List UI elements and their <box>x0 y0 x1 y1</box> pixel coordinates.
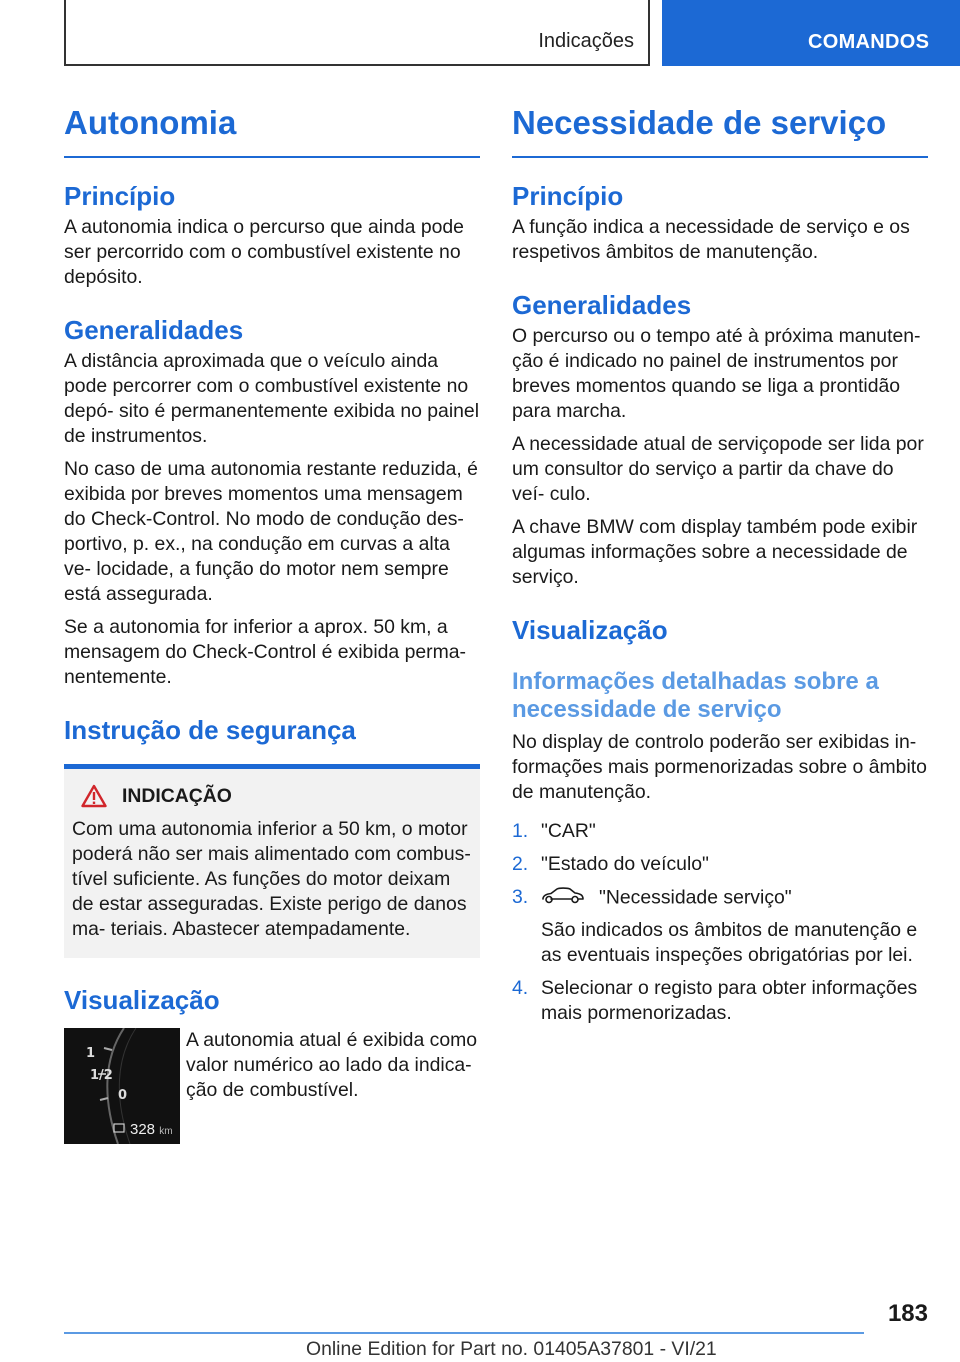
step-text: Selecionar o registo para obter informações mais pormenorizadas. <box>541 977 918 1024</box>
generalidades-paragraph-2: No caso de uma autonomia restante reduzida, é exibida por breves momentos uma mensagem do Check-Control. No modo de condução des- portivo, p. ex., na condução em curvas a alta ve- locidade, a função do motor nem sempre está assegurada. <box>64 458 478 605</box>
generalidades-heading: Generalidades <box>64 315 244 345</box>
footer-divider <box>64 1332 864 1334</box>
range-unit: km <box>159 1126 173 1137</box>
autonomia-title: Autonomia <box>64 100 480 158</box>
gauge-label-full: 1 <box>86 1046 96 1061</box>
servico-detalhes-subheading: Informações detalhadas sobre a necessidade de serviço <box>512 668 879 723</box>
header-chapter-label: COMANDOS <box>808 31 930 53</box>
range-number: 328 <box>130 1121 156 1138</box>
servico-visualizacao-heading: Visualização <box>512 615 668 645</box>
warning-box <box>64 764 480 958</box>
list-item <box>512 976 928 1026</box>
servico-principio-heading: Princípio <box>512 181 624 211</box>
step-number: 3. <box>512 886 529 908</box>
car-icon <box>541 885 585 912</box>
servico-generalidades-heading: Generalidades <box>512 290 692 320</box>
warning-text: Com uma autonomia inferior a 50 km, o motor poderá não ser mais alimentado com combus- tível suficiente. As funções do motor deixam de estar asseguradas. Existe perigo de danos ma- teriais. Abastecer atempadamente. <box>72 818 471 940</box>
gauge-label-half: 1/2 <box>90 1068 113 1083</box>
list-item <box>512 885 928 968</box>
generalidades-paragraph-3: Se a autonomia for inferior a aprox. 50 km, a mensagem do Check-Control é exibida perma- nentemente. <box>64 616 467 688</box>
step-number: 2. <box>512 853 529 875</box>
footer-edition: Online Edition for Part no. 01405A37801 - VI/21 <box>306 1338 717 1360</box>
list-item <box>512 819 928 844</box>
fuel-gauge-image <box>64 1028 180 1144</box>
right-column <box>512 100 928 1026</box>
warning-title-row <box>72 783 472 809</box>
step-body <box>541 885 928 968</box>
list-item <box>512 852 928 877</box>
steps-list <box>512 819 928 1026</box>
principio-heading: Princípio <box>64 181 176 211</box>
visualizacao-heading: Visualização <box>64 985 220 1015</box>
servico-generalidades-paragraph-2: A necessidade atual de serviçopode ser lida por um consultor do serviço a partir da chave do veí- culo. <box>512 433 924 505</box>
warning-triangle-icon <box>74 784 114 808</box>
visualizacao-media <box>64 1028 480 1144</box>
principio-text: A autonomia indica o percurso que ainda pode ser percorrido com o combustível existente no depósito. <box>64 216 464 288</box>
step-text: "Estado do veículo" <box>541 853 709 875</box>
seguranca-heading: Instrução de segurança <box>64 715 356 745</box>
warning-title: INDICAÇÃO <box>122 785 232 807</box>
header-section-label: Indicações <box>538 30 634 52</box>
servico-title: Necessidade de serviço <box>512 100 928 158</box>
step-number: 1. <box>512 820 529 842</box>
generalidades-paragraph-1: A distância aproximada que o veículo ainda pode percorrer com o combustível existente no depó- sito é permanentemente exibida no painel de instrumentos. <box>64 350 480 447</box>
page-number: 183 <box>887 1300 928 1327</box>
servico-generalidades-paragraph-3: A chave BMW com display também pode exibir algumas informações sobre a necessidade de serviço. <box>512 516 918 588</box>
header-chapter-tab <box>662 0 960 66</box>
servico-visualizacao-text: No display de controlo poderão ser exibidas in- formações mais pormenorizadas sobre o âmbito de manutenção. <box>512 731 927 803</box>
servico-generalidades-paragraph-1: O percurso ou o tempo até à próxima manuten- ção é indicado no painel de instrumentos por breves momentos quando se liga a prontidão para marcha. <box>512 325 921 422</box>
header-section-tab <box>64 0 650 66</box>
left-column <box>64 100 480 1144</box>
step-text: "Necessidade serviço" <box>599 886 792 909</box>
step-text: "CAR" <box>541 820 596 842</box>
visualizacao-text: A autonomia atual é exibida como valor numérico ao lado da indica- ção de combustível. <box>186 1029 478 1101</box>
gauge-label-empty: 0 <box>118 1088 128 1103</box>
step-number: 4. <box>512 977 529 999</box>
step-sub-text: São indicados os âmbitos de manutenção e as eventuais inspeções obrigatórias por lei. <box>541 919 918 966</box>
servico-principio-text: A função indica a necessidade de serviço e os respetivos âmbitos de manutenção. <box>512 216 910 263</box>
gauge-range-value <box>130 1121 173 1138</box>
